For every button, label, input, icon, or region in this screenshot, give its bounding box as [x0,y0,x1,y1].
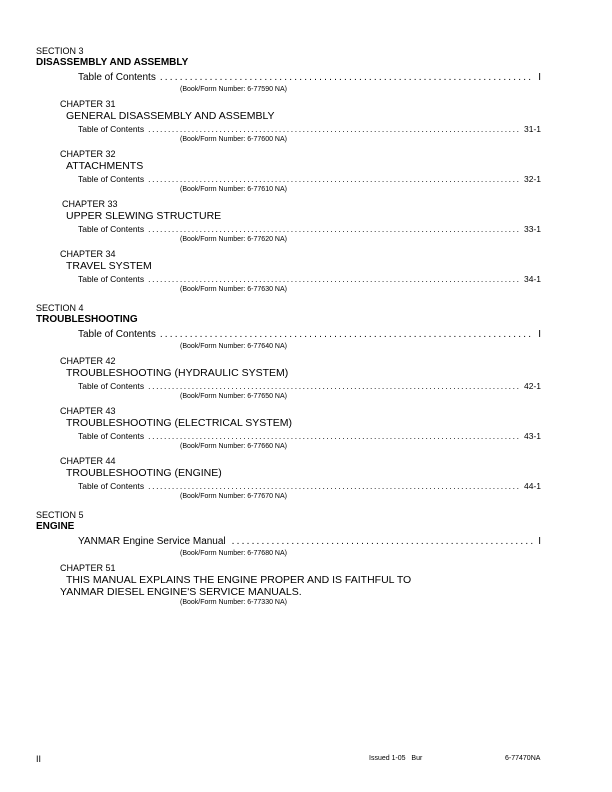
book-number: (Book/Form Number: 6-77670 NA) [180,493,287,500]
chapter-title: GENERAL DISASSEMBLY AND ASSEMBLY [66,110,275,122]
chapter-label: CHAPTER 51 [60,563,116,573]
toc-label: Table of Contents [78,481,145,491]
leader-dots [148,224,520,234]
chapter-title: THIS MANUAL EXPLAINS THE ENGINE PROPER AND IS FAITHFUL TO [66,574,412,586]
book-number: (Book/Form Number: 6-77650 NA) [180,393,287,400]
leader-dots [148,381,520,391]
toc-label: Table of Contents [78,431,145,441]
chapter-label: CHAPTER 31 [60,99,116,109]
toc-entry[interactable] [78,536,541,547]
toc-page: 31-1 [523,124,541,134]
section-label: SECTION 5 [36,510,84,520]
toc-page: 43-1 [523,431,541,441]
toc-page: 42-1 [523,381,541,391]
toc-label: Table of Contents [78,124,145,134]
toc-page: 34-1 [523,274,541,284]
chapter-label: CHAPTER 33 [62,199,118,209]
toc-page: I [538,72,541,83]
chapter-title: ATTACHMENTS [66,160,144,172]
toc-page: I [538,329,541,340]
leader-dots [232,536,535,547]
chapter-label: CHAPTER 43 [60,406,116,416]
chapter-label: CHAPTER 44 [60,456,116,466]
book-number: (Book/Form Number: 6-77680 NA) [180,550,287,557]
footer-issued: Issued 1-05 Bur [369,755,423,762]
toc-label: Table of Contents [78,274,145,284]
toc-entry[interactable] [78,124,541,134]
chapter-title: TROUBLESHOOTING (ENGINE) [66,467,222,479]
section-title: TROUBLESHOOTING [36,314,138,325]
toc-label: Table of Contents [78,72,156,83]
toc-label: Table of Contents [78,381,145,391]
leader-dots [160,72,534,83]
footer-form-number: 6-77470NA [505,755,541,762]
toc-entry[interactable] [78,72,541,83]
toc-entry[interactable] [78,431,541,441]
book-number: (Book/Form Number: 6-77590 NA) [180,86,287,93]
section-label: SECTION 3 [36,46,84,56]
toc-entry[interactable] [78,174,541,184]
book-number: (Book/Form Number: 6-77330 NA) [180,599,287,606]
toc-page: 33-1 [523,224,541,234]
toc-entry[interactable] [78,381,541,391]
chapter-label: CHAPTER 42 [60,356,116,366]
leader-dots [148,481,520,491]
toc-entry[interactable] [78,329,541,340]
leader-dots [148,124,520,134]
book-number: (Book/Form Number: 6-77630 NA) [180,286,287,293]
toc-page: 32-1 [523,174,541,184]
leader-dots [148,174,520,184]
toc-page: I [538,536,541,547]
book-number: (Book/Form Number: 6-77600 NA) [180,136,287,143]
leader-dots [148,274,520,284]
book-number: (Book/Form Number: 6-77610 NA) [180,186,287,193]
toc-label: Table of Contents [78,174,145,184]
chapter-title: TROUBLESHOOTING (HYDRAULIC SYSTEM) [66,367,289,379]
toc-label: YANMAR Engine Service Manual [78,536,226,547]
book-number: (Book/Form Number: 6-77620 NA) [180,236,287,243]
chapter-title: UPPER SLEWING STRUCTURE [66,210,222,222]
toc-entry[interactable] [78,481,541,491]
chapter-label: CHAPTER 32 [60,149,116,159]
section-label: SECTION 4 [36,303,84,313]
footer-page-number: II [36,754,42,764]
leader-dots [148,431,520,441]
chapter-label: CHAPTER 34 [60,249,116,259]
toc-entry[interactable] [78,224,541,234]
toc-label: Table of Contents [78,329,156,340]
toc-page: 44-1 [523,481,541,491]
section-title: DISASSEMBLY AND ASSEMBLY [36,57,189,68]
book-number: (Book/Form Number: 6-77640 NA) [180,343,287,350]
chapter-title: TRAVEL SYSTEM [66,260,152,272]
toc-entry[interactable] [78,274,541,284]
section-title: ENGINE [36,521,75,532]
book-number: (Book/Form Number: 6-77660 NA) [180,443,287,450]
leader-dots [160,329,534,340]
chapter-title: TROUBLESHOOTING (ELECTRICAL SYSTEM) [66,417,292,429]
chapter-title-continued: YANMAR DIESEL ENGINE'S SERVICE MANUALS. [60,586,302,598]
toc-label: Table of Contents [78,224,145,234]
